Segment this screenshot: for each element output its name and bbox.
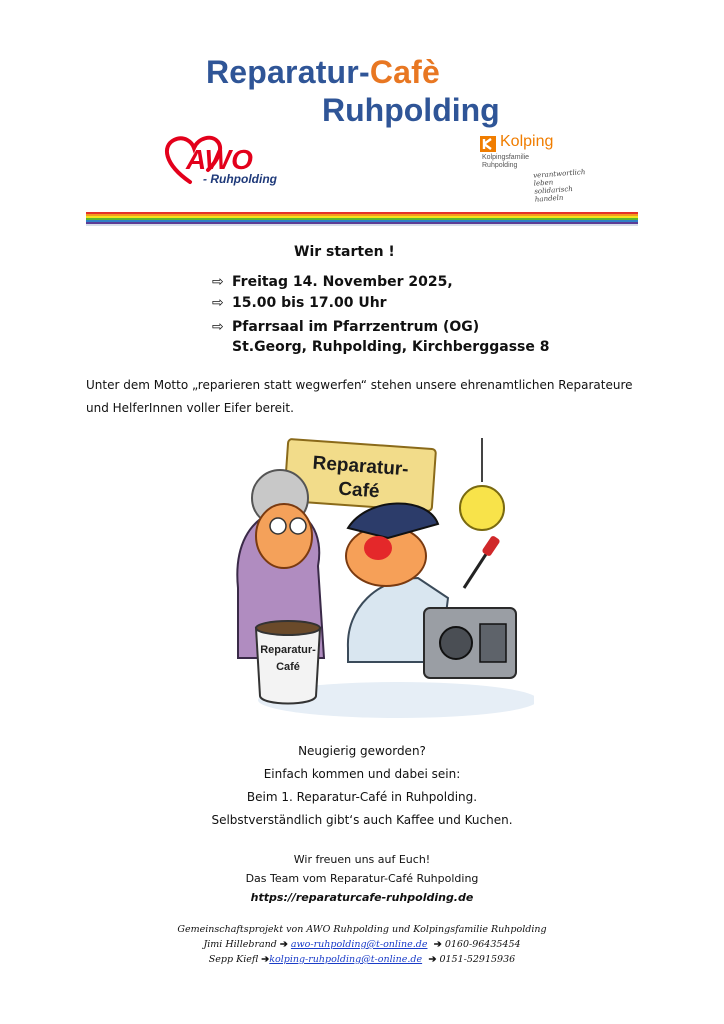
right-arrow-icon: ➔	[430, 939, 442, 950]
right-arrow-icon: ➔	[261, 954, 270, 965]
kolping-logo-subtitle: Kolpingsfamilie Ruhpolding	[482, 154, 530, 169]
event-heading: Wir starten !	[294, 244, 395, 260]
intro-paragraph: Unter dem Motto „reparieren statt wegwerfen“ stehen unsere ehrenamtlichen Reparateure und HelferInnen voller Eifer bereit.	[86, 378, 633, 415]
right-arrow-icon: ⇨	[212, 319, 224, 335]
event-location-line	[212, 319, 479, 335]
right-arrow-icon: ⇨	[212, 295, 224, 311]
footer-project: Gemeinschaftsprojekt von AWO Ruhpolding und Kolpingsfamilie Ruhpolding	[177, 924, 547, 935]
event-location-2: St.Georg, Ruhpolding, Kirchberggasse 8	[232, 339, 550, 355]
contact-2-phone: 0151-52915936	[439, 954, 516, 965]
closing-line-2: Das Team vom Reparatur-Café Ruhpolding	[245, 872, 479, 885]
event-date-line	[212, 274, 453, 290]
awo-logo-subtitle: - Ruhpolding	[203, 172, 277, 186]
contact-1-name: Jimi Hillebrand	[203, 939, 277, 950]
kolping-k-icon	[480, 136, 496, 152]
footer-contact-2	[0, 952, 724, 967]
mug-text-2: Café	[276, 661, 300, 673]
footer-contact-1	[0, 937, 724, 952]
invite-line-4: Selbstverständlich gibt‘s auch Kaffee und Kuchen.	[211, 813, 513, 827]
event-time: 15.00 bis 17.00 Uhr	[232, 295, 387, 311]
contact-2-email-link[interactable]: kolping-ruhpolding@t-online.de	[269, 954, 423, 965]
contact-1-phone: 0160-96435454	[444, 939, 521, 950]
awo-logo-text: AWO	[186, 144, 253, 175]
event-time-line	[212, 295, 387, 311]
page-title-line2: Ruhpolding	[322, 92, 500, 128]
mug-text-1: Reparatur-	[260, 644, 316, 656]
contact-2-name: Sepp Kiefl	[208, 954, 259, 965]
kolping-motto: verantwortlich leben solidarisch handeln	[532, 168, 586, 204]
title-part2: Cafè	[369, 54, 440, 90]
invite-line-2: Einfach kommen und dabei sein:	[263, 767, 461, 781]
kolping-logo-text: Kolping	[500, 133, 554, 150]
sign-text-2: Café	[337, 478, 381, 503]
repair-cafe-illustration	[228, 438, 534, 722]
event-date: Freitag 14. November 2025,	[232, 274, 453, 290]
right-arrow-icon: ➔	[279, 939, 288, 950]
closing-line-1: Wir freuen uns auf Euch!	[293, 853, 431, 866]
title-part1: Reparatur-	[206, 54, 370, 90]
right-arrow-icon: ➔	[425, 954, 437, 965]
invite-line-1: Neugierig geworden?	[298, 744, 426, 758]
contact-1-email-link[interactable]: awo-ruhpolding@t-online.de	[290, 939, 428, 950]
website-link[interactable]: https://reparaturcafe-ruhpolding.de	[250, 891, 474, 904]
page-title-line1	[206, 54, 440, 91]
sign-text-1: Reparatur-	[311, 452, 410, 481]
rainbow-divider	[86, 212, 638, 226]
invite-line-3: Beim 1. Reparatur-Café in Ruhpolding.	[246, 790, 478, 804]
right-arrow-icon: ⇨	[212, 274, 224, 290]
event-location-1: Pfarrsaal im Pfarrzentrum (OG)	[232, 319, 480, 335]
